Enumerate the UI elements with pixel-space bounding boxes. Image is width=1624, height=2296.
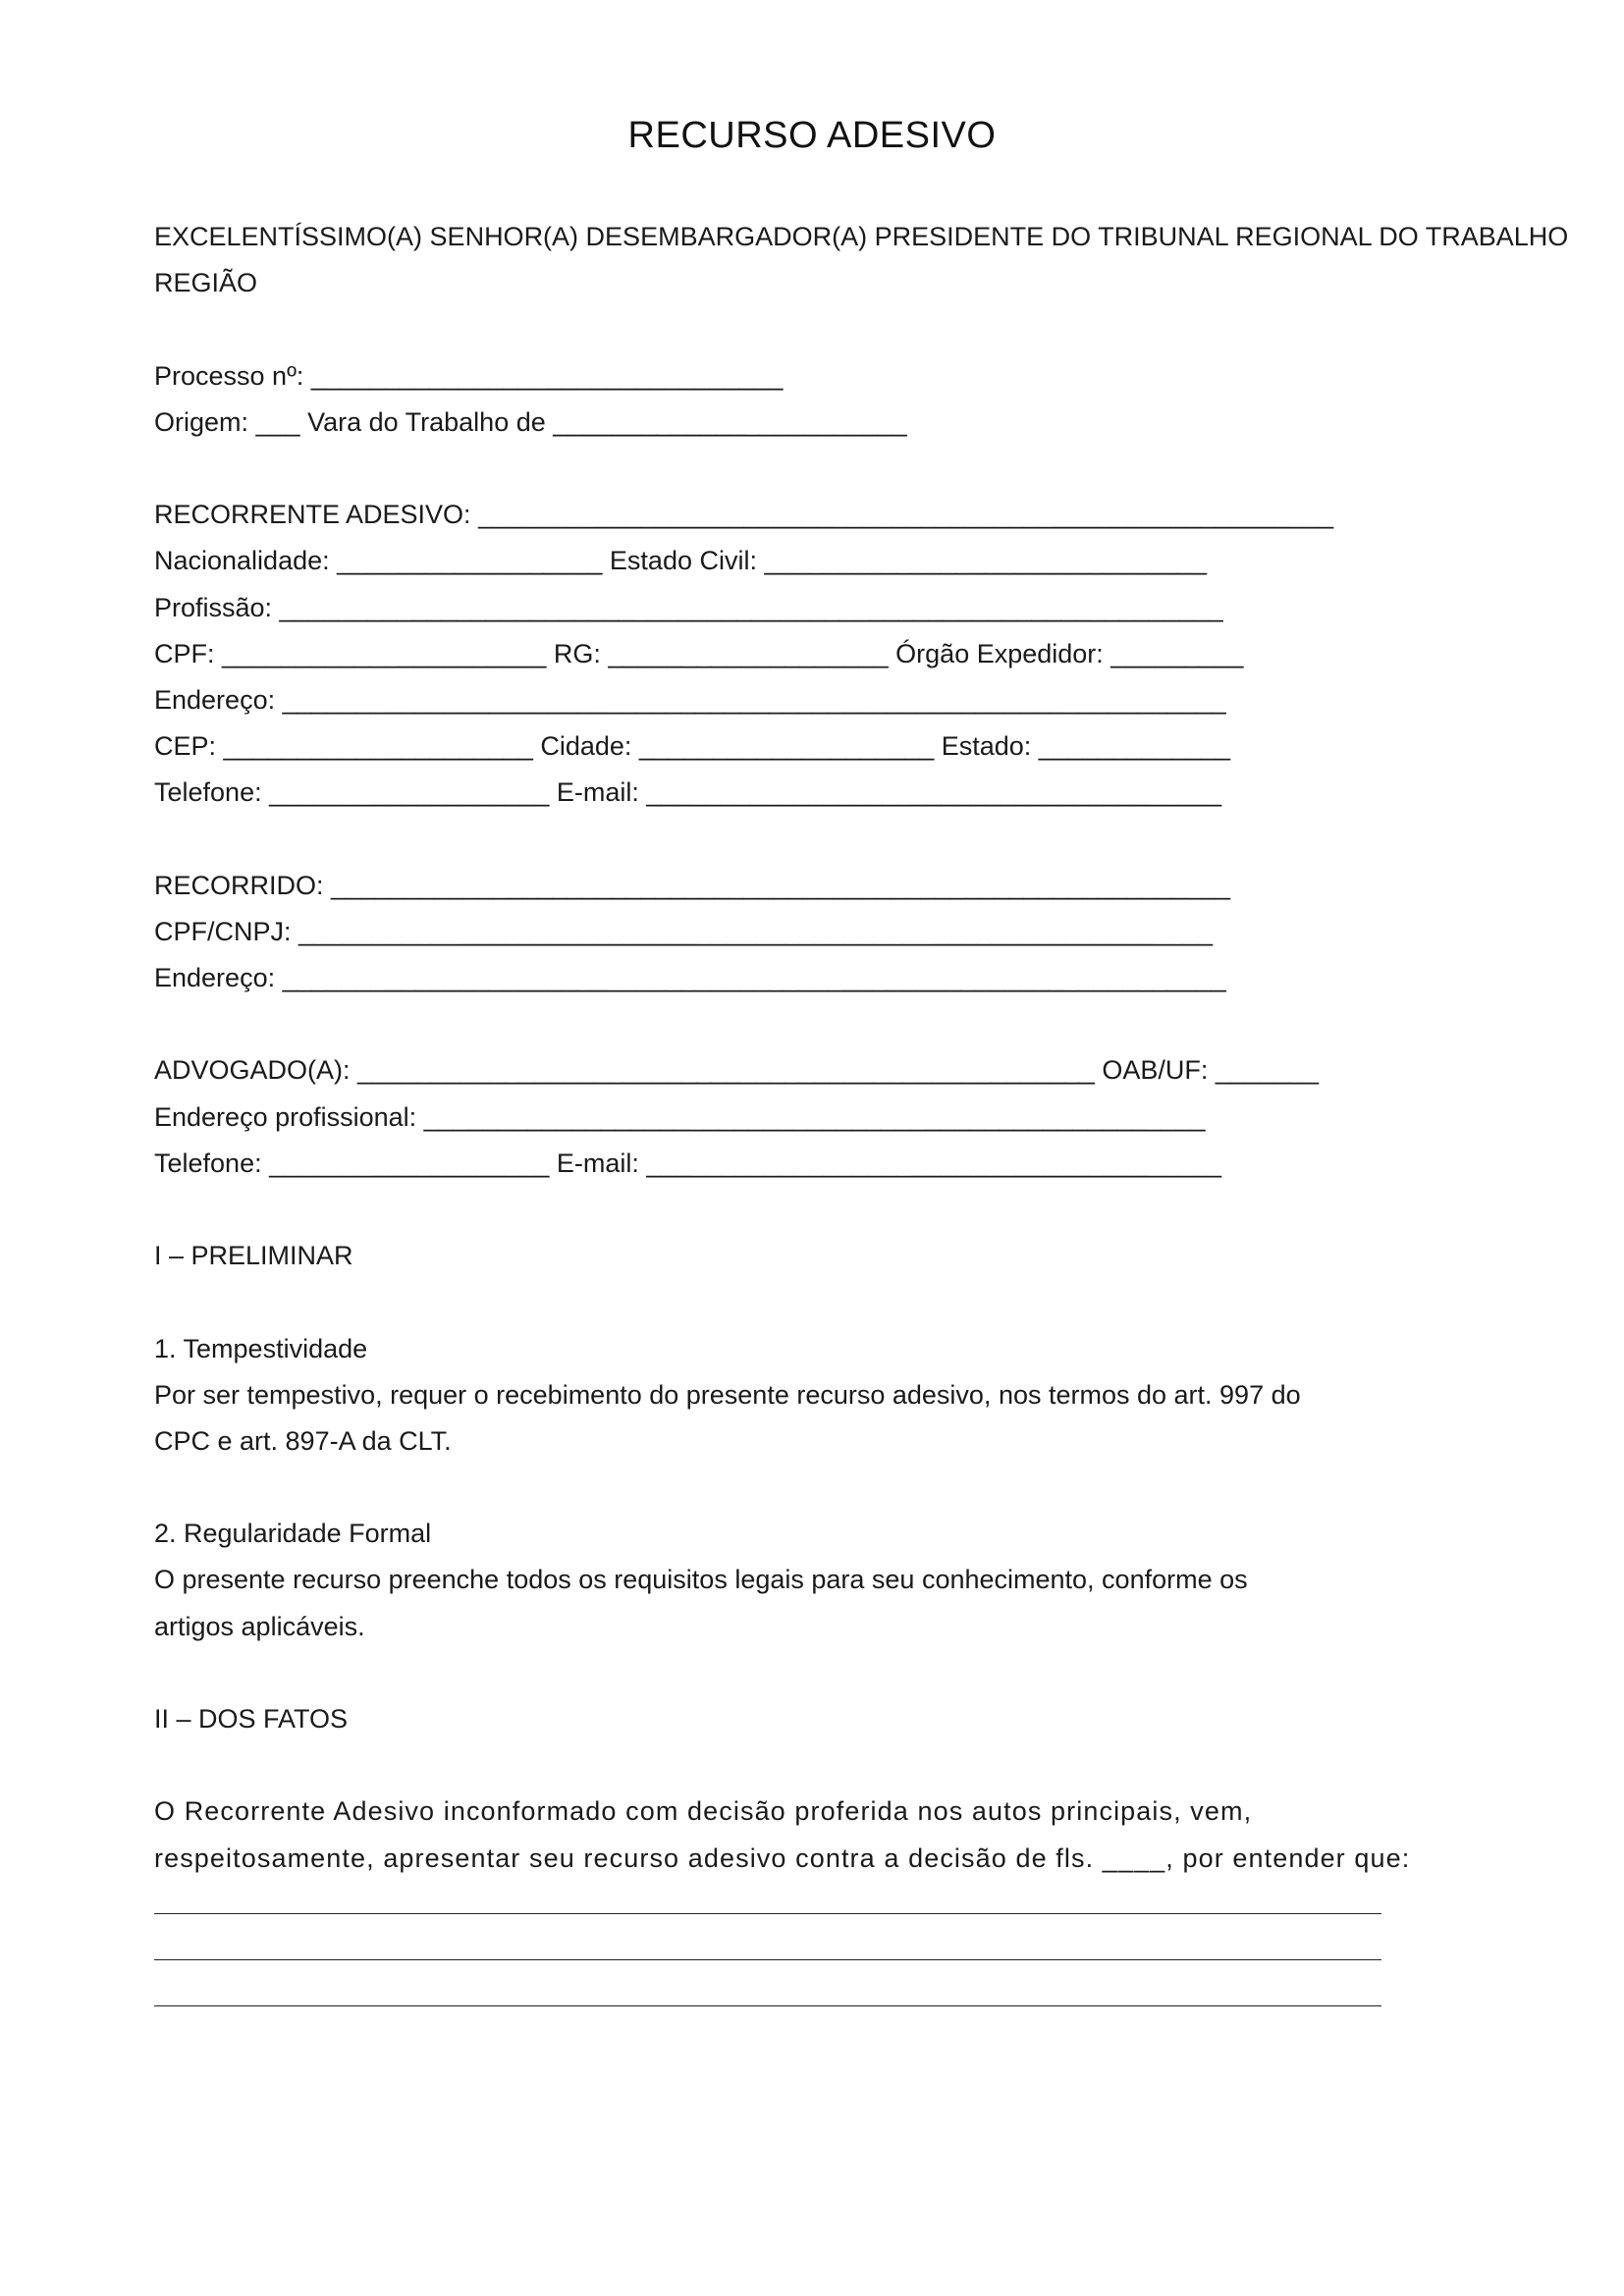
blank-writing-line bbox=[154, 1974, 1381, 2020]
tempestividade-heading: 1. Tempestividade bbox=[154, 1333, 368, 1363]
fatos-text-1: O Recorrente Adesivo inconformado com decisão proferida nos autos principais, vem, bbox=[154, 1796, 1253, 1827]
blank-writing-line bbox=[154, 1882, 1381, 1928]
advogado-name-field: ADVOGADO(A): __________________________________________________ OAB/UF: _______ bbox=[154, 1055, 1319, 1086]
recorrido-endereco-field: Endereço: ________________________________________________________________ bbox=[154, 963, 1226, 992]
fatos-heading: II – DOS FATOS bbox=[154, 1704, 349, 1735]
spacer bbox=[154, 1742, 1624, 1789]
spacer bbox=[154, 446, 1624, 492]
spacer bbox=[154, 1001, 1624, 1047]
recorrente-profissao-field: Profissão: ________________________________________________________________ bbox=[154, 592, 1223, 622]
tempestividade-text-2: CPC e art. 897-A da CLT. bbox=[154, 1425, 452, 1456]
regularidade-text-2: artigos aplicáveis. bbox=[154, 1611, 365, 1641]
spacer bbox=[154, 306, 1624, 352]
recorrido-name-field: RECORRIDO: _____________________________________________________________ bbox=[154, 870, 1230, 900]
recorrente-endereco-field: Endereço: ________________________________________________________________ bbox=[154, 684, 1226, 715]
recorrente-documentos-field: CPF: ______________________ RG: ___________________ Órgão Expedidor: _________ bbox=[154, 638, 1244, 668]
advogado-endereco-field: Endereço profissional: _____________________________________________________ bbox=[154, 1101, 1206, 1132]
processo-field: Processo nº: ________________________________ bbox=[154, 360, 784, 391]
recorrente-contato-field: Telefone: ___________________ E-mail: _______________________________________ bbox=[154, 777, 1222, 808]
addressee-line-1: EXCELENTÍSSIMO(A) SENHOR(A) DESEMBARGADOR(A) PRESIDENTE DO TRIBUNAL REGIONAL DO TRABALHO bbox=[154, 222, 1569, 251]
regularidade-text-1: O presente recurso preenche todos os requisitos legais para seu conhecimento, conforme os bbox=[154, 1565, 1248, 1595]
document-title: RECURSO ADESIVO bbox=[627, 115, 997, 156]
spacer bbox=[154, 1187, 1624, 1233]
recorrente-localidade-field: CEP: _____________________ Cidade: ____________________ Estado: _____________ bbox=[154, 731, 1231, 762]
recorrido-cpf-cnpj-field: CPF/CNPJ: ______________________________________________________________ bbox=[154, 916, 1214, 946]
spacer bbox=[154, 1650, 1624, 1696]
spacer bbox=[154, 816, 1624, 862]
regularidade-heading: 2. Regularidade Formal bbox=[154, 1519, 432, 1549]
fatos-text-2: respeitosamente, apresentar seu recurso adesivo contra a decisão de fls. ____, por entender que: bbox=[154, 1842, 1411, 1873]
spacer bbox=[154, 1279, 1624, 1325]
spacer bbox=[154, 1465, 1624, 1511]
document-body bbox=[154, 214, 1624, 2020]
tempestividade-text-1: Por ser tempestivo, requer o recebimento do presente recurso adesivo, nos termos do art. 997 do bbox=[154, 1379, 1301, 1410]
recorrente-nacionalidade-field: Nacionalidade: __________________ Estado Civil: ______________________________ bbox=[154, 546, 1207, 576]
advogado-contato-field: Telefone: ___________________ E-mail: _______________________________________ bbox=[154, 1148, 1222, 1178]
blank-writing-line bbox=[154, 1928, 1381, 1974]
preliminar-heading: I – PRELIMINAR bbox=[154, 1241, 353, 1271]
recorrente-name-field: RECORRENTE ADESIVO: __________________________________________________________ bbox=[154, 500, 1333, 530]
origem-field: Origem: ___ Vara do Trabalho de ________________________ bbox=[154, 406, 907, 437]
addressee-line-2: REGIÃO bbox=[154, 268, 258, 298]
